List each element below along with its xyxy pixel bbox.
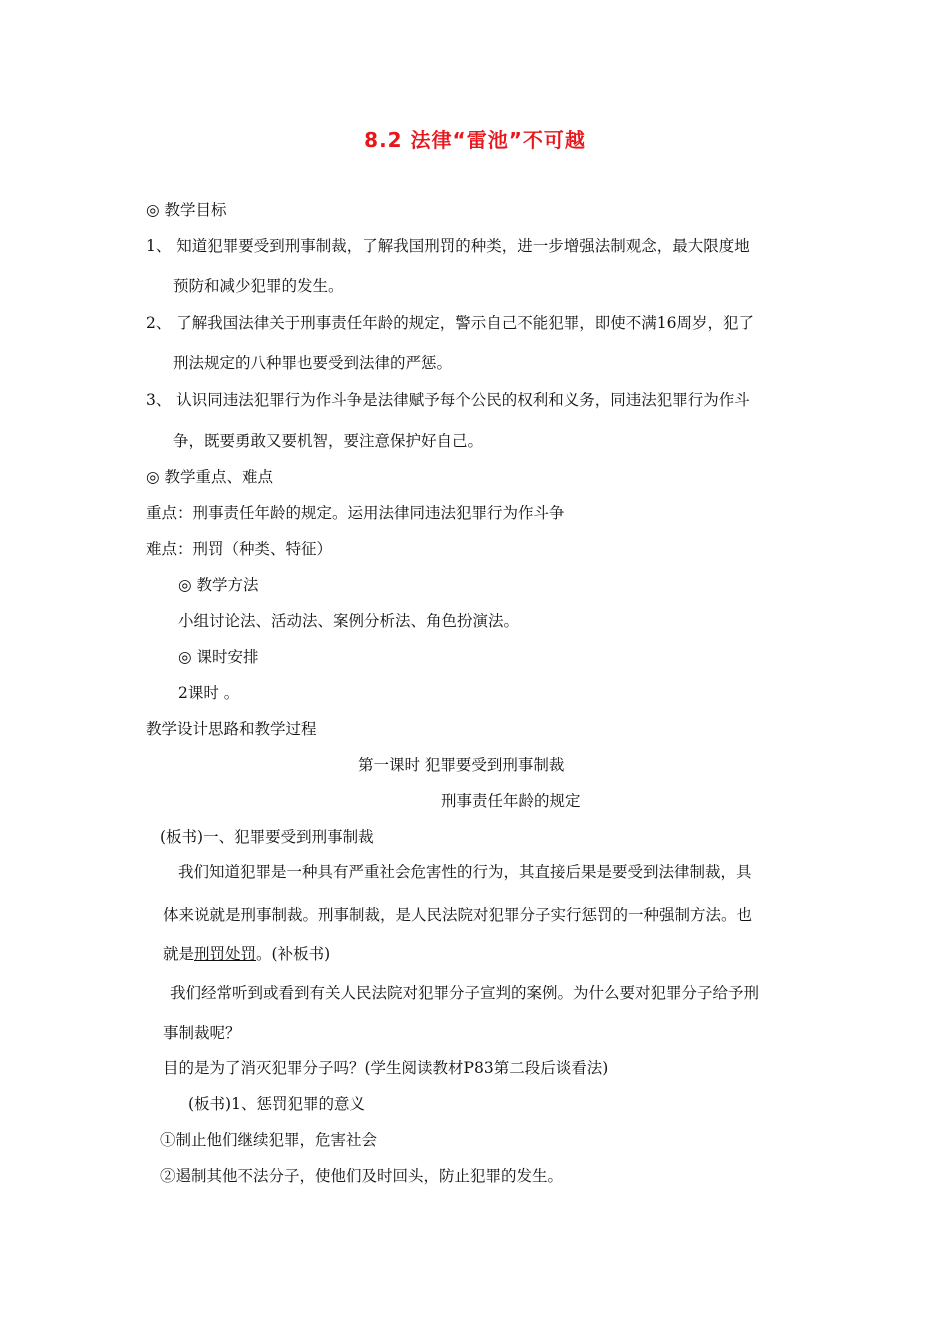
goal-3-line-2: 争，既要勇敢又要机智，要注意保护好自己。 [173, 432, 484, 450]
goal-2-line-2: 刑法规定的八种罪也要受到法律的严惩。 [173, 354, 453, 372]
paragraph-1-line-2: 体来说就是刑事制裁。刑事制裁，是人民法院对犯罪分子实行惩罚的一种强制方法。也 [163, 906, 753, 924]
goal-1-line-1: 1、 知道犯罪要受到刑事制裁，了解我国刑罚的种类，进一步增强法制观念，最大限度地 [146, 237, 750, 255]
difficulty-text: 难点：刑罚（种类、特征） [146, 540, 333, 558]
method-text: 小组讨论法、活动法、案例分析法、角色扮演法。 [178, 612, 520, 630]
goal-1-line-2: 预防和减少犯罪的发生。 [173, 277, 344, 295]
page-title: 8.2 法律“雷池”不可越 [364, 128, 586, 152]
underlined-term: 刑罚处罚 [194, 945, 257, 963]
paragraph-1-line-1: 我们知道犯罪是一种具有严重社会危害性的行为，其直接后果是要受到法律制裁，具 [178, 863, 752, 881]
goal-3-line-1: 3、 认识同违法犯罪行为作斗争是法律赋予每个公民的权利和义务，同违法犯罪行为作斗 [146, 391, 750, 409]
question-text: 目的是为了消灭犯罪分子吗？(学生阅读教材P83第二段后谈看法) [163, 1059, 609, 1077]
goals-heading: ◎ 教学目标 [146, 201, 227, 219]
schedule-text: 2课时 。 [178, 684, 240, 702]
paragraph-1-prefix: 就是 [163, 945, 195, 963]
key-points-heading: ◎ 教学重点、难点 [146, 468, 273, 486]
point-2: ②遏制其他不法分子，使他们及时回头，防止犯罪的发生。 [160, 1167, 564, 1185]
goal-2-line-1: 2、 了解我国法律关于刑事责任年龄的规定，警示自己不能犯罪，即使不满16周岁，犯了 [146, 314, 755, 332]
paragraph-2-line-2: 事制裁呢？ [163, 1024, 241, 1042]
schedule-heading: ◎ 课时安排 [178, 648, 259, 666]
point-1: ①制止他们继续犯罪，危害社会 [160, 1131, 378, 1149]
board-note-1: (板书)一、犯罪要受到刑事制裁 [160, 828, 374, 846]
paragraph-1-suffix: 。(补板书) [256, 945, 331, 963]
focus-text: 重点：刑事责任年龄的规定。运用法律同违法犯罪行为作斗争 [146, 504, 565, 522]
paragraph-2-line-1: 我们经常听到或看到有关人民法院对犯罪分子宣判的案例。为什么要对犯罪分子给予刑 [170, 984, 760, 1002]
board-note-2: (板书)1、惩罚犯罪的意义 [188, 1095, 365, 1113]
lesson-subtitle: 刑事责任年龄的规定 [441, 792, 581, 810]
method-heading: ◎ 教学方法 [178, 576, 259, 594]
lesson-title: 第一课时 犯罪要受到刑事制裁 [358, 756, 565, 774]
design-heading: 教学设计思路和教学过程 [146, 720, 317, 738]
paragraph-1-line-3 [163, 944, 330, 964]
